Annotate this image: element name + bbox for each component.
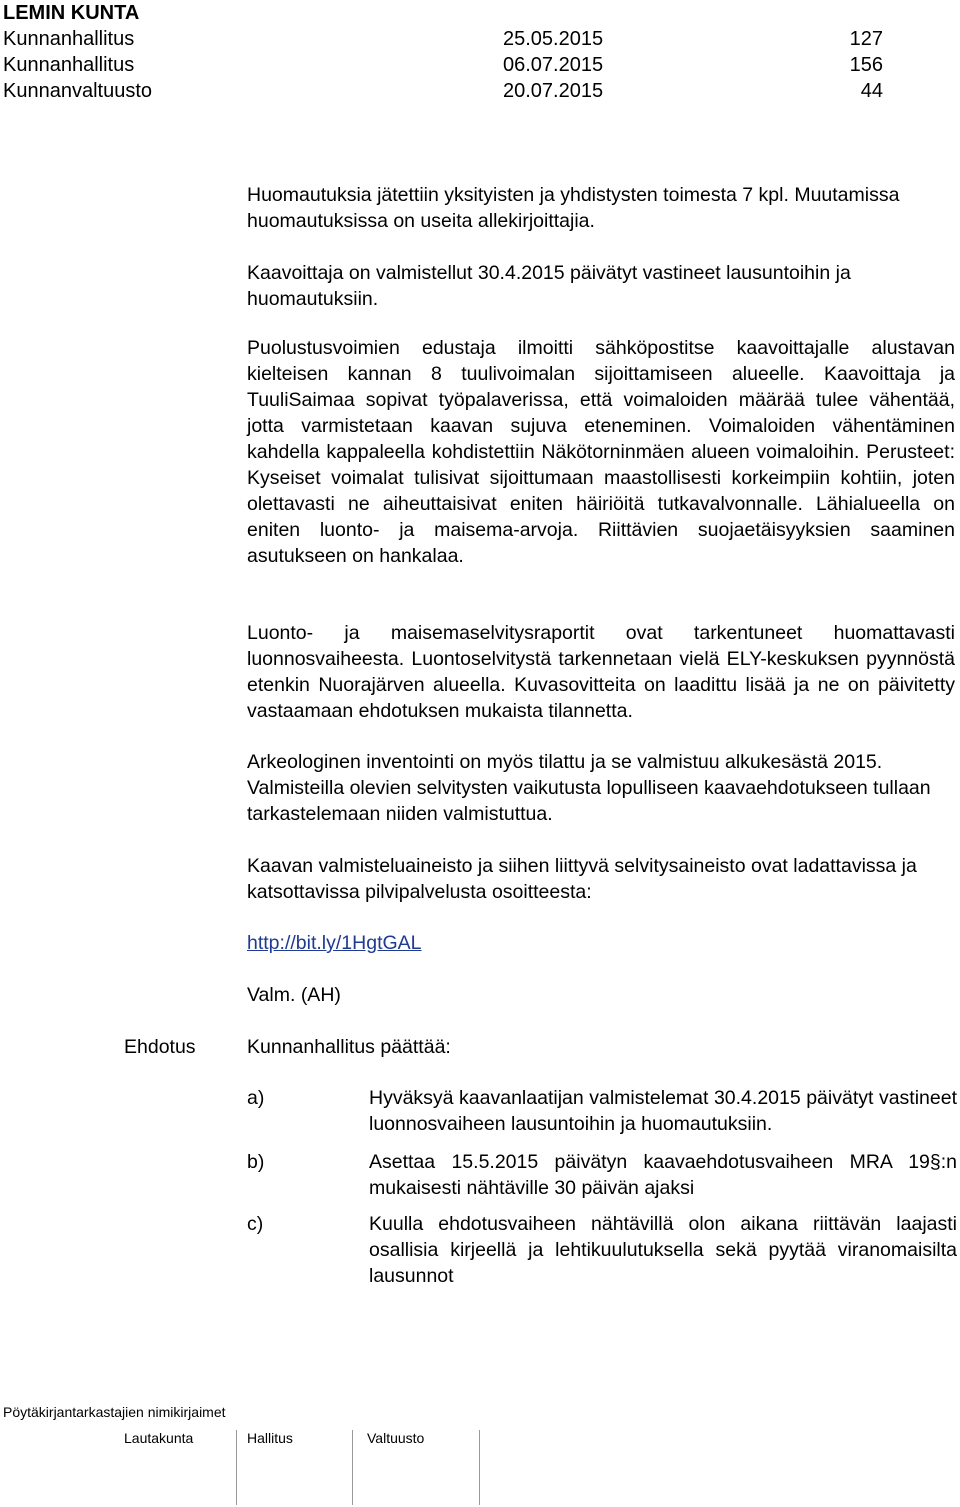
item-text: Asettaa 15.5.2015 päivätyn kaavaehdotusvaiheen MRA 19§:n mukaisesti nähtäville 30 päivän ajaksi (369, 1151, 957, 1199)
item-letter: c) (247, 1213, 264, 1235)
item-letter: b) (247, 1151, 265, 1173)
item-text: Kuulla ehdotusvaiheen nähtävillä olon aikana riittävän laajasti osallisia kirjeellä ja lehtikuulutuksella sekä pyytää viranomaisilta lausunnot (369, 1213, 957, 1287)
cloud-service-link[interactable]: http://bit.ly/1HgtGAL (247, 932, 422, 954)
footer-divider (352, 1430, 353, 1505)
footer-title: Pöytäkirjantarkastajien nimikirjaimet (3, 1404, 226, 1420)
meeting-row (3, 52, 883, 78)
proposal-label: Ehdotus (124, 1036, 196, 1058)
footer-column-executive: Hallitus (247, 1430, 293, 1446)
materials-paragraph: Kaavan valmisteluaineisto ja siihen liittyvä selvitysaineisto ovat ladattavissa ja katsottavissa pilvipalvelusta osoitteesta: (247, 855, 917, 903)
meeting-body: Kunnanvaltuusto (3, 80, 153, 102)
surveys-paragraph: Luonto- ja maisemaselvitysraportit ovat tarkentuneet huomattavasti luonnosvaiheesta. Luontoselvitystä tarkennetaan vielä ELY-keskuksen pyynnöstä etenkin Nuorajärven alueella. Kuvasovitteita on laadittu lisää ja ne on päivitetty vastaamaan ehdotuksen mukaista tilannetta. (247, 622, 955, 722)
defence-forces-paragraph: Puolustusvoimien edustaja ilmoitti sähköpostitse kaavoittajalle alustavan kielteisen kannan 8 tuulivoimalan sijoittamiseen alueelle. Kaavoittaja ja TuuliSaimaa sopivat työpalaverissa, että voimaloiden määrää tulee vähentää, jotta varmistetaan kaavan sujuva eteneminen. Voimaloiden vähentäminen kahdella kappaleella kohdistettiin Näkötorninmäen alueen voimaloihin. Perusteet: Kyseiset voimalat tulisivat sijoittumaan maastollisesti korkeimpiin kohtiin, joten olettavasti ne aiheuttaisivat eniten häiriöitä tutkavalvonnalle. Lähialueella on eniten luonto- ja maisema-arvoja. Riittävien suojaetäisyyksien saaminen asutukseen on hankalaa. (247, 337, 955, 567)
objections-paragraph: Huomautuksia jätettiin yksityisten ja yhdistysten toimesta 7 kpl. Muutamissa huomautuksissa on useita allekirjoittajia. (247, 184, 900, 232)
archaeology-paragraph: Arkeologinen inventointi on myös tilattu ja se valmistuu alkukesästä 2015. Valmisteilla olevien selvitysten vaikutusta lopulliseen kaavaehdotukseen tullaan tarkastelemaan niiden valmistuttua. (247, 751, 931, 825)
footer-divider (479, 1430, 480, 1505)
signature-footer (0, 1404, 960, 1507)
item-text: Hyväksyä kaavanlaatijan valmistelemat 30.4.2015 päivätyt vastineet luonnosvaiheen lausuntoihin ja huomautuksiin. (369, 1087, 957, 1135)
meeting-row (3, 78, 883, 104)
footer-column-council: Valtuusto (367, 1430, 425, 1446)
section-number: 44 (860, 80, 883, 102)
municipality-name: LEMIN KUNTA (3, 2, 140, 24)
cloud-link-row (247, 930, 955, 956)
item-letter: a) (247, 1087, 265, 1109)
meeting-date: 25.05.2015 (503, 28, 604, 50)
responses-paragraph: Kaavoittaja on valmistellut 30.4.2015 päivätyt vastineet lausuntoihin ja huomautuksiin. (247, 262, 851, 310)
section-number: 127 (849, 28, 883, 50)
meeting-row (3, 26, 883, 52)
meeting-date: 06.07.2015 (503, 54, 604, 76)
section-number: 156 (849, 54, 883, 76)
footer-column-board: Lautakunta (124, 1430, 194, 1446)
proposal-intro: Kunnanhallitus päättää: (247, 1036, 451, 1058)
footer-divider (236, 1430, 237, 1505)
preparer-note: Valm. (AH) (247, 984, 341, 1006)
meeting-body: Kunnanhallitus (3, 28, 135, 50)
meeting-date: 20.07.2015 (503, 80, 604, 102)
meeting-body: Kunnanhallitus (3, 54, 135, 76)
